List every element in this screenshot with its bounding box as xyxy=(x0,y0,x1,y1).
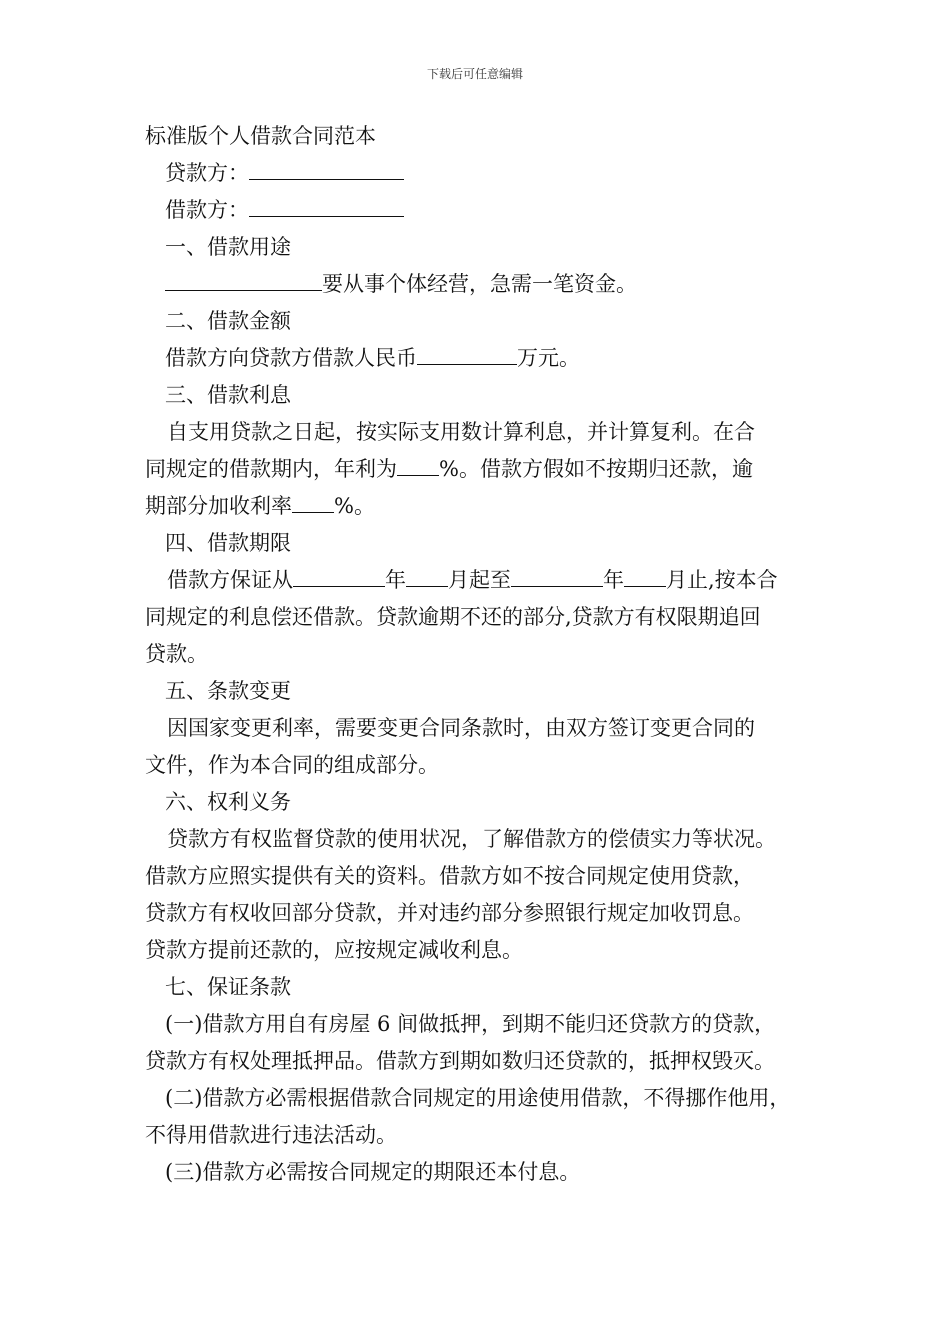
section-3-line-3 xyxy=(145,488,815,525)
interest-text-b: %。借款方假如不按期归还款，逾 xyxy=(439,457,753,481)
section-7-clause-2-line-2: 不得用借款进行违法活动。 xyxy=(145,1123,397,1147)
section-7-clause-1-line-2: 贷款方有权处理抵押品。借款方到期如数归还贷款的，抵押权毁灭。 xyxy=(145,1049,775,1073)
term-text-e: 月止,按本合 xyxy=(666,568,778,592)
section-2-text xyxy=(145,340,815,377)
header-note: 下载后可任意编辑 xyxy=(426,67,523,81)
section-6-line-2: 借款方应照实提供有关的资料。借款方如不按合同规定使用贷款， xyxy=(145,864,754,888)
lender-blank[interactable] xyxy=(249,157,404,180)
section-6-line-1: 贷款方有权监督贷款的使用状况，了解借款方的偿债实力等状况。 xyxy=(167,827,776,851)
term-text-b: 年 xyxy=(385,568,406,592)
section-5-line-2: 文件，作为本合同的组成部分。 xyxy=(145,753,439,777)
term-text-a: 借款方保证从 xyxy=(167,568,293,592)
section-6-line-4: 贷款方提前还款的，应按规定减收利息。 xyxy=(145,938,523,962)
borrower-line xyxy=(145,192,815,229)
annual-rate-blank[interactable] xyxy=(397,453,439,476)
borrower-label: 借款方： xyxy=(165,198,249,222)
start-month-blank[interactable] xyxy=(406,564,448,587)
section-2-heading: 二、借款金额 xyxy=(165,309,291,333)
interest-text-a: 同规定的借款期内，年利为 xyxy=(145,457,397,481)
section-5-heading: 五、条款变更 xyxy=(165,679,291,703)
section-4-line-1 xyxy=(145,562,815,599)
lender-label: 贷款方： xyxy=(165,161,249,185)
purpose-text: 要从事个体经营，急需一笔资金。 xyxy=(322,272,637,296)
lender-line xyxy=(145,155,815,192)
overdue-text-b: %。 xyxy=(334,494,375,518)
section-4-line-3: 贷款。 xyxy=(145,642,208,666)
end-month-blank[interactable] xyxy=(624,564,666,587)
term-text-c: 月起至 xyxy=(448,568,511,592)
section-7-heading: 七、保证条款 xyxy=(165,975,291,999)
overdue-rate-blank[interactable] xyxy=(292,490,334,513)
section-1-text xyxy=(145,266,815,303)
section-5-line-1: 因国家变更利率，需要变更合同条款时，由双方签订变更合同的 xyxy=(167,716,755,740)
end-year-blank[interactable] xyxy=(511,564,603,587)
amount-text-b: 万元。 xyxy=(517,346,580,370)
amount-blank[interactable] xyxy=(417,342,517,365)
amount-text-a: 借款方向贷款方借款人民币 xyxy=(165,346,417,370)
section-7-clause-3-line-1: (三)借款方必需按合同规定的期限还本付息。 xyxy=(165,1160,581,1184)
section-3-heading: 三、借款利息 xyxy=(165,383,291,407)
purpose-blank[interactable] xyxy=(165,268,322,291)
contract-document xyxy=(145,118,815,1191)
section-6-line-3: 贷款方有权收回部分贷款，并对违约部分参照银行规定加收罚息。 xyxy=(145,901,754,925)
term-text-d: 年 xyxy=(603,568,624,592)
section-4-line-2: 同规定的利息偿还借款。贷款逾期不还的部分,贷款方有权限期追回 xyxy=(145,605,761,629)
section-3-line-2 xyxy=(145,451,815,488)
start-year-blank[interactable] xyxy=(293,564,385,587)
borrower-blank[interactable] xyxy=(249,194,404,217)
section-6-heading: 六、权利义务 xyxy=(165,790,291,814)
overdue-text-a: 期部分加收利率 xyxy=(145,494,292,518)
section-4-heading: 四、借款期限 xyxy=(165,531,291,555)
section-7-clause-1-line-1: (一)借款方用自有房屋 6 间做抵押，到期不能归还贷款方的贷款， xyxy=(165,1012,776,1036)
section-1-heading: 一、借款用途 xyxy=(165,235,291,259)
section-3-line-1: 自支用贷款之日起，按实际支用数计算利息，并计算复利。在合 xyxy=(167,420,755,444)
section-7-clause-2-line-1: (二)借款方必需根据借款合同规定的用途使用借款，不得挪作他用， xyxy=(165,1086,791,1110)
document-title: 标准版个人借款合同范本 xyxy=(145,124,376,148)
